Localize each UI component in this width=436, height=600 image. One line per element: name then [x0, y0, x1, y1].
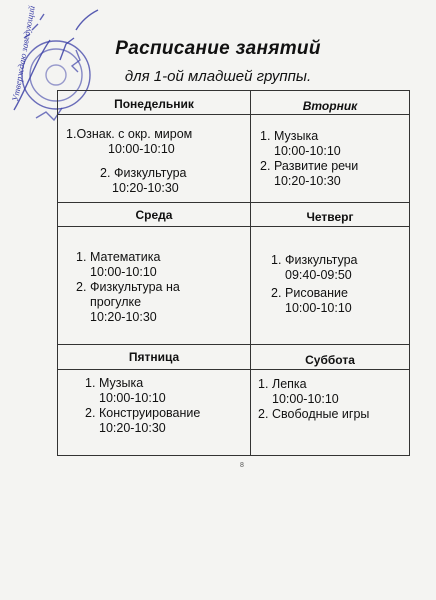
list-item: [258, 377, 408, 392]
item-number: 2.: [85, 406, 96, 420]
row-divider: [58, 369, 409, 370]
item-number: 1.: [76, 250, 87, 264]
item-time: 10:20-10:30: [274, 174, 341, 188]
item-title-continued: прогулке: [90, 295, 142, 309]
day-header-friday: Пятница: [128, 350, 180, 364]
row-divider: [58, 226, 409, 227]
row-divider: [58, 114, 409, 115]
list-item: [260, 129, 408, 144]
item-title: Математика: [90, 250, 161, 264]
list-item: [271, 253, 409, 268]
list-item: [66, 166, 246, 181]
item-time: 10:20-10:30: [99, 421, 166, 435]
list-item: [76, 280, 246, 295]
item-number: 1.: [258, 377, 269, 391]
day-cell-monday: [66, 127, 246, 196]
row-divider: [58, 202, 409, 203]
list-item: [76, 250, 246, 265]
stamp-text: Утверждаю заведующий: [10, 4, 37, 103]
item-title: Ознак. с окр. миром: [76, 127, 193, 141]
item-number: 1.: [260, 129, 271, 143]
item-time: 10:20-10:30: [112, 181, 179, 195]
day-header-thursday: Четверг: [306, 210, 354, 224]
item-number: 2.: [258, 407, 269, 421]
item-title: Музыка: [274, 129, 319, 143]
day-header-tuesday: Вторник: [302, 99, 358, 113]
item-time: 10:00-10:10: [272, 392, 339, 406]
day-cell-tuesday: [260, 129, 408, 189]
list-item: [258, 407, 408, 422]
day-header-monday: Понедельник: [114, 97, 194, 111]
schedule-table: [57, 90, 410, 456]
item-title: Развитие речи: [274, 159, 359, 173]
item-time: 10:00-10:10: [90, 265, 157, 279]
list-item: [66, 127, 246, 142]
item-number: 2.: [76, 280, 87, 294]
list-item: [271, 286, 409, 301]
day-header-wednesday: Среда: [135, 208, 173, 222]
page-title: Расписание занятий: [115, 38, 321, 59]
list-item: [85, 406, 245, 421]
item-number: 2.: [100, 166, 111, 180]
item-title: Физкультура: [114, 166, 187, 180]
item-time: 10:00-10:10: [285, 301, 352, 315]
list-item: [260, 159, 408, 174]
page-subtitle: для 1-ой младшей группы.: [124, 68, 312, 85]
row-divider: [58, 344, 409, 345]
list-item: [85, 376, 245, 391]
item-title: Физкультура на: [90, 280, 180, 294]
item-number: 1.: [66, 127, 77, 141]
item-number: 2.: [260, 159, 271, 173]
item-time: 10:20-10:30: [90, 310, 157, 324]
item-title: Музыка: [99, 376, 144, 390]
item-time: 09:40-09:50: [285, 268, 352, 282]
item-title: Рисование: [285, 286, 348, 300]
item-number: 1.: [85, 376, 96, 390]
item-title: Свободные игры: [272, 407, 370, 421]
item-number: 1.: [271, 253, 282, 267]
day-header-saturday: Суббота: [305, 353, 355, 367]
column-divider: [250, 91, 251, 455]
day-cell-friday: [85, 376, 245, 436]
item-time: 10:00-10:10: [108, 142, 175, 156]
item-number: 2.: [271, 286, 282, 300]
day-cell-wednesday: [76, 250, 246, 325]
item-time: 10:00-10:10: [274, 144, 341, 158]
day-cell-saturday: [258, 377, 408, 422]
item-time: 10:00-10:10: [99, 391, 166, 405]
day-cell-thursday: [271, 253, 409, 316]
item-title: Лепка: [272, 377, 307, 391]
item-title: Физкультура: [285, 253, 358, 267]
item-title: Конструирование: [99, 406, 201, 420]
page-number: 8: [240, 462, 244, 469]
